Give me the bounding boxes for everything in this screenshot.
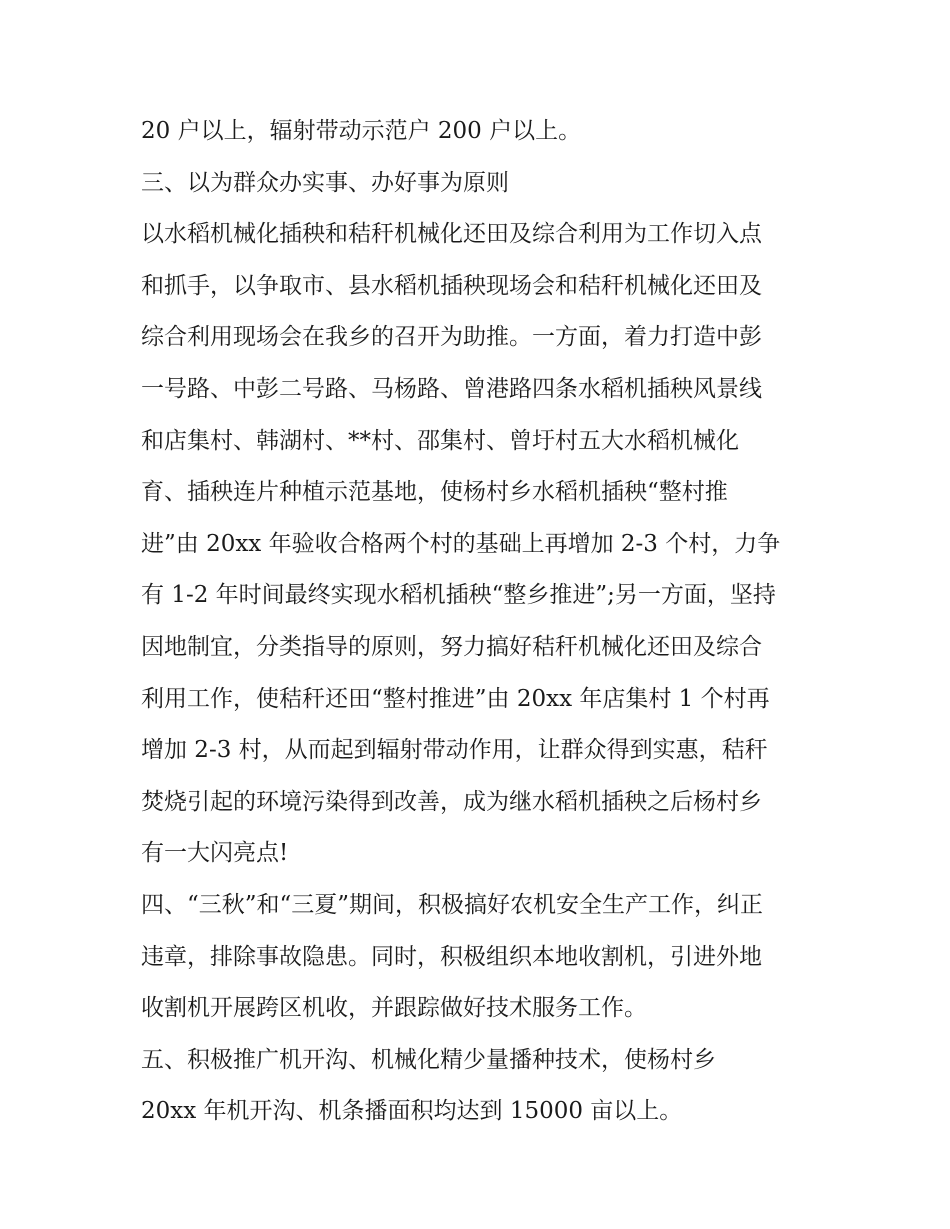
text-line: 和抓手，以争取市、县水稻机插秧现场会和秸秆机械化还田及 (141, 272, 762, 299)
text-line: 有一大闪亮点! (141, 840, 289, 867)
text-line: 有 1-2 年时间最终实现水稻机插秧“整乡推进”;另一方面，坚持 (141, 582, 776, 609)
text-line: 综合利用现场会在我乡的召开为助推。一方面，着力打造中彭 (141, 324, 762, 351)
text-line: 育、插秧连片种植示范基地，使杨村乡水稻机插秧“整村推 (141, 479, 728, 506)
text-line: 和店集村、韩湖村、**村、邵集村、曾圩村五大水稻机械化 (141, 427, 739, 454)
text-line: 利用工作，使秸秆还田“整村推进”由 20xx 年店集村 1 个村再 (141, 685, 770, 712)
text-line: 收割机开展跨区机收，并跟踪做好技术服务工作。 (141, 995, 647, 1022)
text-line: 20 户以上，辐射带动示范户 200 户以上。 (141, 118, 582, 144)
section-heading-4: 四、“三秋”和“三夏”期间，积极搞好农机安全生产工作，纠正 (141, 891, 764, 918)
text-line: 一号路、中彭二号路、马杨路、曾港路四条水稻机插秧风景线 (141, 375, 762, 402)
text-line: 以水稻机械化插秧和秸秆机械化还田及综合利用为工作切入点 (141, 221, 762, 248)
document-body (141, 106, 821, 1138)
section-heading-3: 三、以为群众办实事、办好事为原则 (141, 169, 509, 196)
text-line: 进”由 20xx 年验收合格两个村的基础上再增加 2-3 个村，力争 (141, 530, 781, 557)
text-line: 焚烧引起的环境污染得到改善，成为继水稻机插秧之后杨村乡 (141, 788, 762, 815)
text-line: 增加 2-3 村，从而起到辐射带动作用，让群众得到实惠，秸秆 (141, 737, 768, 764)
text-line: 20xx 年机开沟、机条播面积均达到 15000 亩以上。 (141, 1098, 683, 1125)
text-line: 因地制宜，分类指导的原则，努力搞好秸秆机械化还田及综合 (141, 633, 762, 660)
text-line: 违章，排除事故隐患。同时，积极组织本地收割机，引进外地 (141, 943, 762, 970)
section-heading-5: 五、积极推广机开沟、机械化精少量播种技术，使杨村乡 (141, 1046, 716, 1073)
